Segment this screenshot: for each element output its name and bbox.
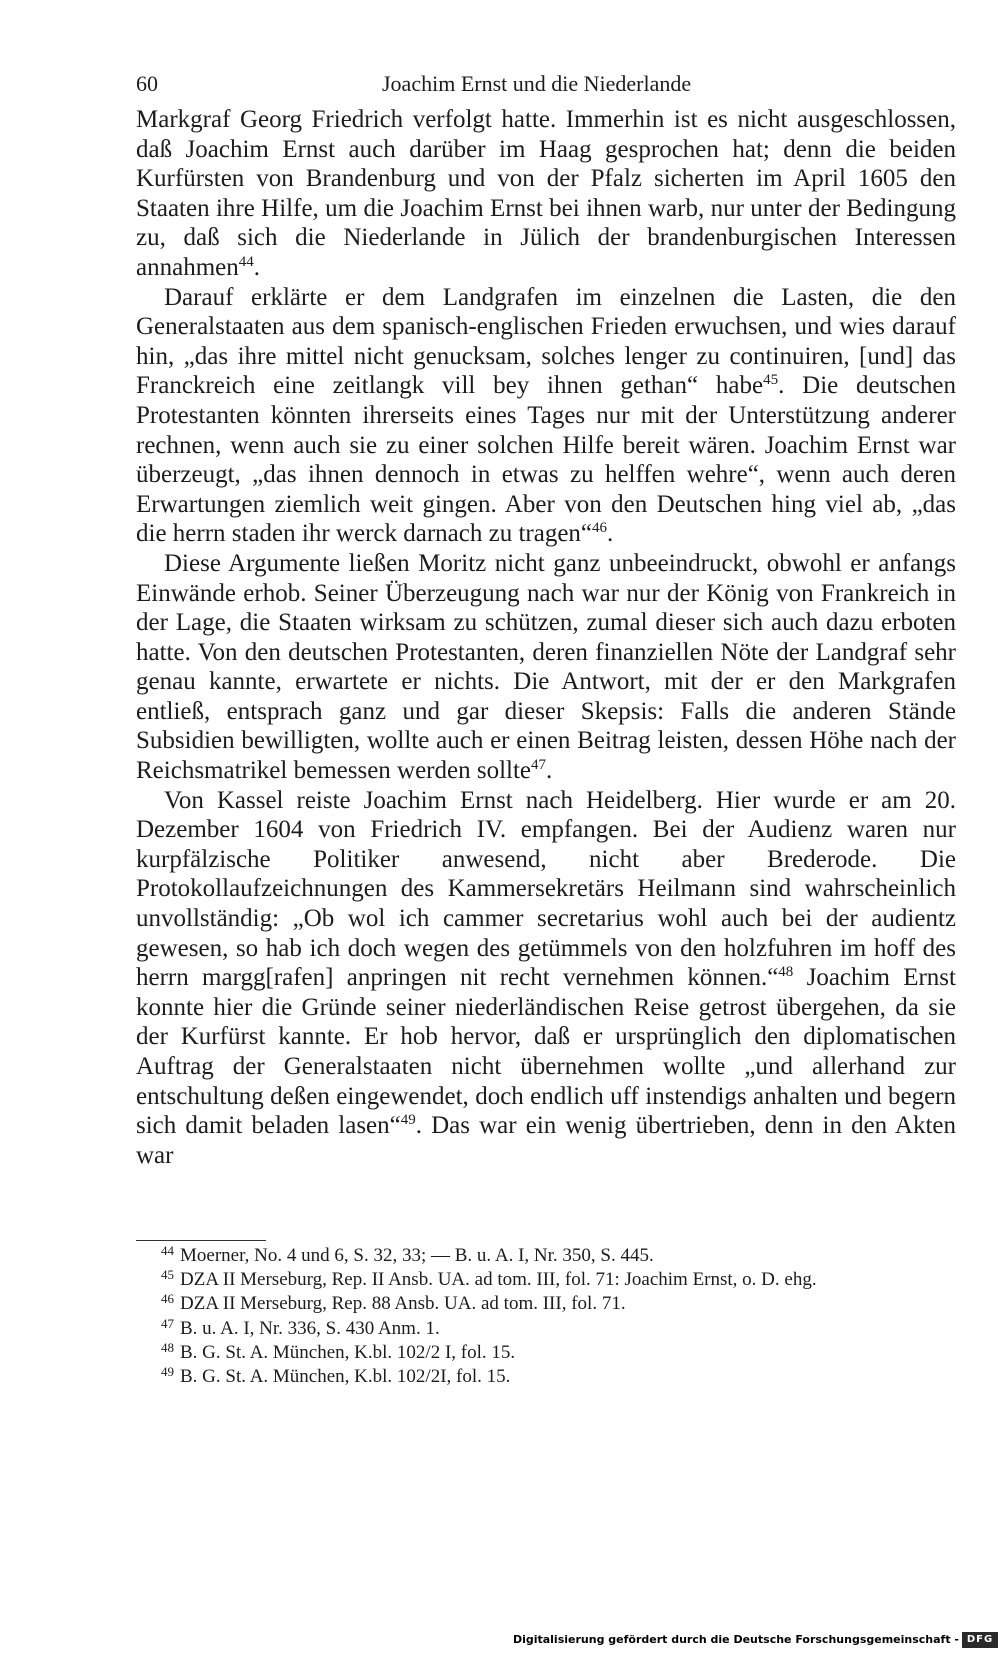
paragraph-text: .: [607, 520, 614, 548]
footnote-text: B. G. St. A. München, K.bl. 102/2 I, fol. 15.: [180, 1341, 516, 1363]
running-head: [136, 68, 956, 100]
paragraph-text: Diese Argumente ließen Moritz nicht ganz unbeeindruckt, obwohl er anfangs Einwände erhob. Seiner Überzeugung nach war nur der König von Frankreich in der Lage, die Staaten wirksam zu schützen, zumal dieser sich auch dazu erboten hatte. Von den deutschen Protestanten, deren finanziellen Nöte der Landgraf sehr genau kannte, erwartete er nichts. Die Antwort, mit der er den Markgrafen entließ, entsprach ganz und gar dieser Skepsis: Falls die anderen Stände Subsidien bewilligten, wollte auch er einen Beitrag leisten, dessen Höhe nach der Reichsmatrikel bemessen werden sollte: [136, 549, 956, 785]
paragraph-text: . Das war ein wenig übertrieben, denn in den Akten war: [136, 1112, 956, 1169]
paragraph-text: Markgraf Georg Friedrich verfolgt hatte. Immerhin ist es nicht ausgeschlossen, daß Joachim Ernst auch darüber im Haag gesprochen hat; denn die beiden Kurfürsten von Brandenburg und von der Pfalz sicherten im April 1605 den Staaten ihre Hilfe, um die Joachim Ernst bei ihnen warb, nur unter der Bedingung zu, daß sich die Niederlande in Jülich der brandenburgischen Interessen annahmen: [136, 106, 956, 281]
running-title: Joachim Ernst und die Niederlande: [382, 71, 692, 96]
paragraph-text: .: [253, 253, 260, 281]
footnote-ref: 47: [531, 757, 547, 774]
paragraph-text: .: [546, 757, 553, 785]
paragraph-text: Darauf erklärte er dem Landgrafen im einzelnen die Lasten, die den Generalstaaten aus dem spanisch-englischen Frieden erwuchsen, und wies darauf hin, „das ihre mittel nicht genucksam, solches lenger zu continuiren, [und] das Franckreich eine zeitlangk vill bey ihnen gethan“ habe: [136, 283, 956, 400]
footnote: 47 B. u. A. I, Nr. 336, S. 430 Anm. 1.: [161, 1315, 440, 1339]
paragraph-text: Joachim Ernst konnte hier die Gründe seiner niederländischen Reise getrost übergehen, da sie der Kurfürst kannte. Er hob hervor, daß er ursprünglich den diplomatischen Auftrag der Generalstaaten nicht übernehmen wollte „und allerhand zur entschultung deßen eingewendet, doch endlich uff instendigs anhalten und begern sich damit beladen lasen“: [136, 964, 956, 1140]
digitization-credit: [513, 1631, 998, 1649]
paragraph: [136, 105, 956, 283]
footnote-text: B. G. St. A. München, K.bl. 102/2I, fol. 15.: [180, 1366, 511, 1388]
footnote: 45 DZA II Merseburg, Rep. II Ansb. UA. ad tom. III, fol. 71: Joachim Ernst, o. D. ehg.: [161, 1267, 817, 1291]
footnote-ref: 49: [400, 1112, 416, 1129]
footnote: 44 Moerner, No. 4 und 6, S. 32, 33; — B. u. A. I, Nr. 350, S. 445.: [161, 1243, 654, 1266]
page-number: 60: [136, 71, 158, 96]
footnote-ref: 44: [238, 253, 254, 270]
footnote-ref: 46: [592, 520, 608, 537]
footnote-divider: [136, 1240, 266, 1241]
footnotes: [136, 1244, 956, 1389]
paragraph: [136, 549, 956, 786]
footnote-text: DZA II Merseburg, Rep. II Ansb. UA. ad tom. III, fol. 71: Joachim Ernst, o. D. ehg.: [180, 1269, 817, 1291]
dfg-logo: DFG: [962, 1632, 998, 1648]
body-text: [136, 105, 956, 1170]
footnote-text: B. u. A. I, Nr. 336, S. 430 Anm. 1.: [180, 1317, 440, 1339]
footnote: 49 B. G. St. A. München, K.bl. 102/2I, fol. 15.: [161, 1364, 511, 1388]
paragraph-text: Von Kassel reiste Joachim Ernst nach Heidelberg. Hier wurde er am 20. Dezember 1604 von Friedrich IV. empfangen. Bei der Audienz waren nur kurpfälzische Politiker anwesend, nicht aber Brederode. Die Protokollaufzeichnungen des Kammersekretärs Heilmann sind wahrscheinlich unvollständig: „Ob wol ich cammer secretarius wohl auch bei der audientz gewesen, so hab ich doch wegen des getümmels von den holzfuhren im hoff des herrn margg[rafen] anpringen nit recht vernehmen können.“: [136, 786, 956, 992]
footnote-ref: 48: [778, 964, 794, 981]
footnote-ref: 45: [763, 372, 779, 389]
paragraph-text: . Die deutschen Protestanten könnten ihrerseits eines Tages nur mit der Unterstützung anderer rechnen, wenn auch sie zu einer solchen Hilfe bereit wären. Joachim Ernst war überzeugt, „das ihnen dennoch in etwas zu helffen wehre“, wenn auch deren Erwartungen ziemlich weit gingen. Aber von den Deutschen hing viel ab, „das die herrn staden ihr werck darnach zu tragen“: [136, 372, 956, 548]
footnote: 48 B. G. St. A. München, K.bl. 102/2 I, fol. 15.: [161, 1339, 516, 1363]
paragraph: [136, 786, 956, 1171]
credit-text: Digitalisierung gefördert durch die Deutsche Forschungsgemeinschaft -: [512, 1633, 959, 1646]
footnote-text: DZA II Merseburg, Rep. 88 Ansb. UA. ad tom. III, fol. 71.: [180, 1293, 626, 1315]
footnote: 46 DZA II Merseburg, Rep. 88 Ansb. UA. ad tom. III, fol. 71.: [161, 1291, 626, 1315]
paragraph: [136, 283, 956, 549]
footnote-text: Moerner, No. 4 und 6, S. 32, 33; — B. u. A. I, Nr. 350, S. 445.: [180, 1245, 654, 1266]
